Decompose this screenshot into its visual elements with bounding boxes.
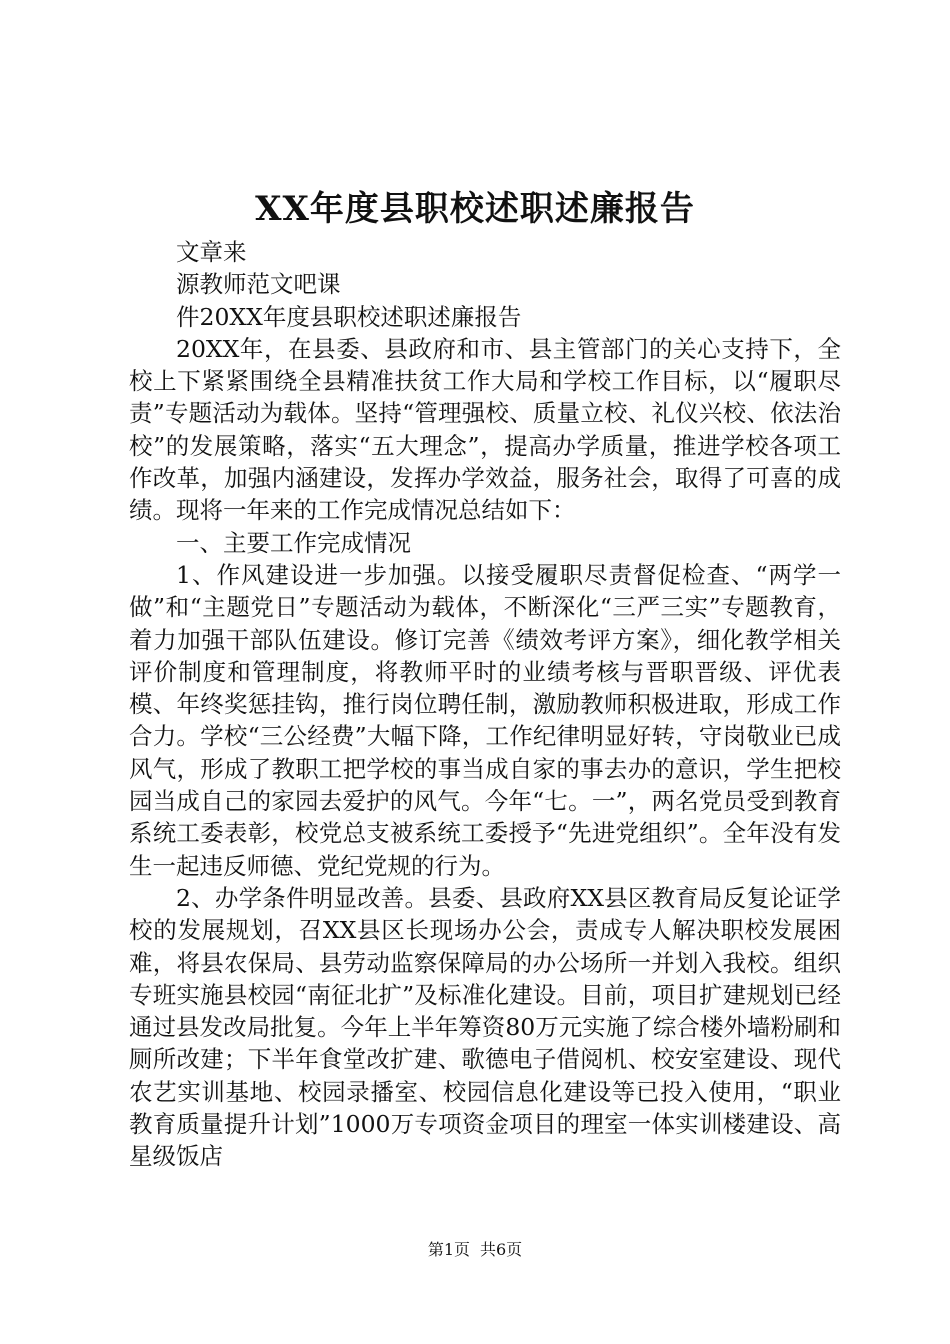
paragraph-school-conditions: 2、办学条件明显改善。县委、县政府XX县区教育局反复论证学校的发展规划，召XX县区长现场办公会，责成专人解决职校发展困难，将县农保局、县劳动监察保障局的办公场所一并划入我校。组织专班实施县校园“南征北扩”及标准化建设。目前，项目扩建规划已经通过县发改局批复。今年上半年筹资80万元实施了综合楼外墙粉刷和厕所改建；下半年食堂改扩建、歌德电子借阅机、校安室建设、现代农艺实训基地、校园录播室、校园信息化建设等已投入使用，“职业教育质量提升计划”1000万专项资金项目的理室一体实训楼建设、高星级饭店 xyxy=(129,883,841,1171)
paragraph-source-line-1: 文章来 xyxy=(176,238,247,266)
paragraph-source-line-3: 件20XX年度县职校述职述廉报告 xyxy=(176,302,522,331)
document-title: XX年度县职校述职述廉报告 xyxy=(255,189,695,229)
section-heading-main-work: 一、主要工作完成情况 xyxy=(176,528,411,557)
document-body xyxy=(129,236,841,1173)
paragraph-intro: 20XX年，在县委、县政府和市、县主管部门的关心支持下，全校上下紧紧围绕全县精准扶贫工作大局和学校工作目标，以“履职尽责”专题活动为载体。坚持“管理强校、质量立校、礼仪兴校、依法治校”的发展策略，落实“五大理念”，提高办学质量，推进学校各项工作改革，加强内涵建设，发挥办学效益，服务社会，取得了可喜的成绩。现将一年来的工作完成情况总结如下： xyxy=(129,334,841,525)
page-footer xyxy=(0,1238,950,1262)
page-number: 第1页 xyxy=(427,1240,470,1259)
page-total: 共6页 xyxy=(480,1240,523,1259)
paragraph-source-line-2: 源教师范文吧课 xyxy=(176,270,341,299)
paragraph-work-style: 1、作风建设进一步加强。以接受履职尽责督促检查、“两学一做”和“主题党日”专题活动为载体，不断深化“三严三实”专题教育，着力加强干部队伍建设。修订完善《绩效考评方案》，细化教学相关评价制度和管理制度，将教师平时的业绩考核与晋职晋级、评优表模、年终奖惩挂钩，推行岗位聘任制，激励教师积极进取，形成工作合力。学校“三公经费”大幅下降，工作纪律明显好转，守岗敬业已成风气，形成了教职工把学校的事当成自家的事去办的意识，学生把校园当成自己的家园去爱护的风气。今年“七。一”，两名党员受到教育系统工委表彰，校党总支被系统工委授予“先进党组织”。全年没有发生一起违反师德、党纪党规的行为。 xyxy=(129,560,841,880)
